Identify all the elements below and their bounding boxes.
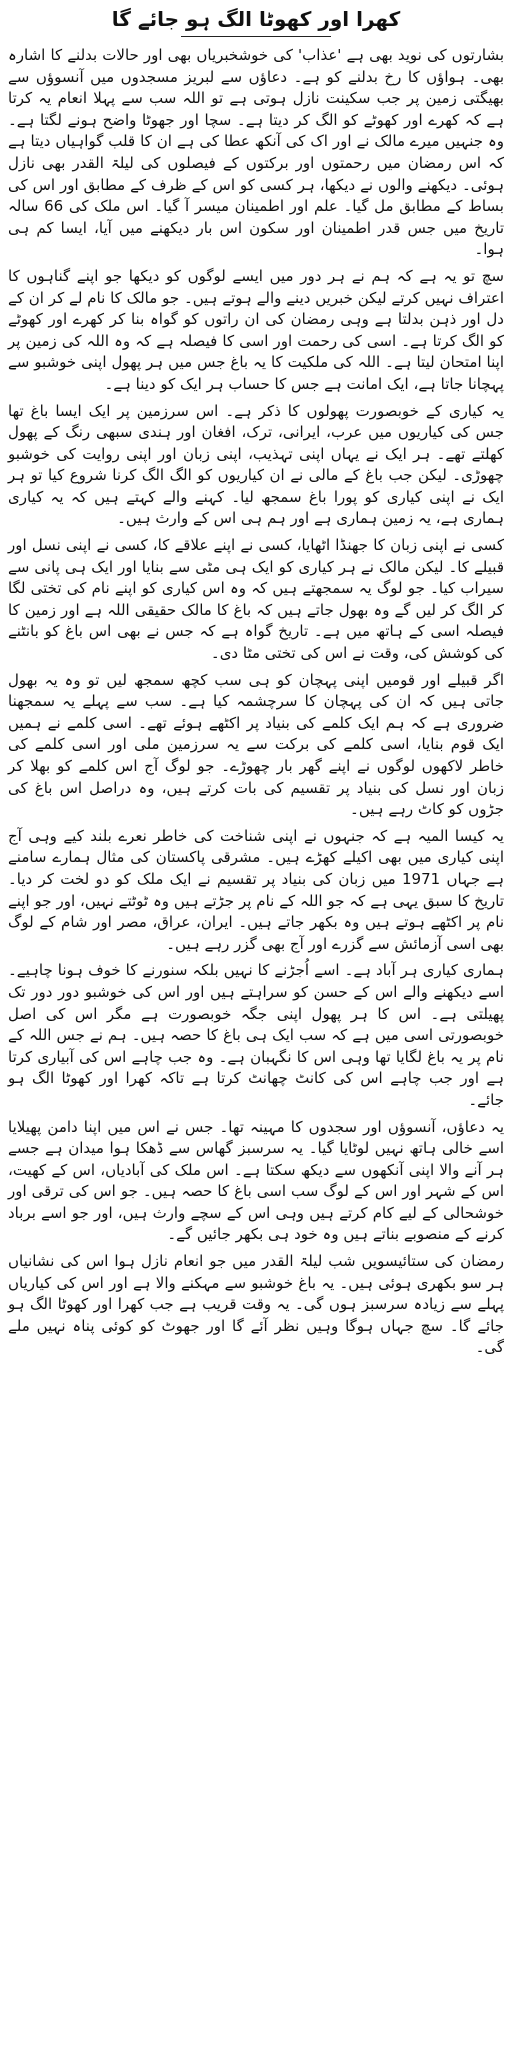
article-body xyxy=(8,45,504,1359)
paragraph: بشارتوں کی نوید بھی ہے 'عذاب' کی خوشخبریاں بھی اور حالات بدلنے کا اشارہ بھی۔ ہواؤں کا رخ بدلنے کو ہے۔ دعاؤں سے لبریز مسجدوں میں آنسوؤں سے بھیگتی زمین پر جب سکینت نازل ہوتی ہے تو اللہ سب سے پہلا انعام یہ کرتا ہے کہ کھرے اور کھوٹے کو الگ کر دیتا ہے۔ سچا اور جھوٹا واضح ہونے لگتا ہے۔ وہ جنہیں میرے مالک نے اور اک کی آنکھ عطا کی ہے ان کا قلب گواہیاں دیتا ہے کہ اس رمضان میں رحمتوں اور برکتوں کے فیصلوں کی لیلۃ القدر بھی نازل ہوئی۔ دیکھنے والوں نے دیکھا، ہر کسی کو اس کے ظرف کے مطابق اور اس کی بساط کے مطابق مل گیا۔ علم اور اطمینان میسر آ گیا۔ اس ملک کی 66 سالہ تاریخ میں جس قدر اطمینان اور سکون اس بار دیکھنے میں آیا، ایسا کم ہی ہوا۔ xyxy=(8,46,504,259)
paragraph: یہ کیاری کے خوبصورت پھولوں کا ذکر ہے۔ اس سرزمین پر ایک ایسا باغ تھا جس کی کیاریوں میں عرب، ایرانی، ترک، افغان اور ہندی سبھی رنگ کے پھول کھلتے تھے۔ ہر ایک نے یہاں اپنی تہذیب، اپنی زبان اور اپنی روایت کی خوشبو چھوڑی۔ لیکن جب باغ کے مالی نے ان کیاریوں کو الگ الگ کرنا شروع کیا تو ہر ایک نے اپنی کیاری کو پورا باغ سمجھ لیا۔ کہنے والے کہتے ہیں کہ یہ کیاری ہماری ہے، یہ زمین ہماری ہے اور ہم ہی اس کے وارث ہیں۔ xyxy=(8,401,504,528)
title-underline xyxy=(181,36,331,37)
paragraph: کسی نے اپنی زبان کا جھنڈا اٹھایا، کسی نے اپنے علاقے کا، کسی نے اپنی نسل اور قبیلے کا۔ لیکن مالک نے ہر کیاری کو ایک ہی مٹی سے بنایا اور ایک ہی پانی سے سیراب کیا۔ جو لوگ یہ سمجھتے ہیں کہ وہ اس کیاری کو اپنے نام کی تختی لگا کر الگ کر لیں گے وہ بھول جاتے ہیں کہ باغ کا مالک حقیقی اللہ ہے اور زمین کا فیصلہ اسی کے ہاتھ میں ہے۔ تاریخ گواہ ہے کہ جس نے بھی اس باغ کو بانٹنے کی کوشش کی، وقت نے اس کی تختی مٹا دی۔ xyxy=(8,536,504,663)
paragraph: رمضان کی ستائیسویں شب لیلۃ القدر میں جو انعام نازل ہوا اس کی نشانیاں ہر سو بکھری ہوئی ہیں۔ یہ باغ خوشبو سے مہکنے والا ہے اور اس کی کیاریاں پہلے سے زیادہ سرسبز ہوں گی۔ یہ وقت قریب ہے جب کھرا اور کھوٹا الگ ہو جائے گا۔ سچ جہاں ہوگا وہیں نظر آئے گا اور جھوٹ کو کوئی پناہ نہیں ملے گی۔ xyxy=(8,1252,504,1357)
paragraph: اگر قبیلے اور قومیں اپنی پہچان کو ہی سب کچھ سمجھ لیں تو وہ یہ بھول جاتی ہیں کہ ان کی پہچان کا سرچشمہ کیا ہے۔ سب سے پہلے یہ سمجھنا ضروری ہے کہ ہم ایک کلمے کی بنیاد پر اکٹھے ہوئے تھے۔ اسی کلمے نے ہمیں ایک قوم بنایا، اسی کلمے کی برکت سے یہ سرزمین ملی اور اسی کلمے کی خاطر لاکھوں لوگوں نے اپنے گھر بار چھوڑے۔ جو لوگ آج اس کلمے کو بھلا کر زبان اور نسل کی بنیاد پر تقسیم کی بات کرتے ہیں، وہ دراصل اس باغ کی جڑوں کو کاٹ رہے ہیں۔ xyxy=(8,670,504,819)
paragraph: یہ کیسا المیہ ہے کہ جنہوں نے اپنی شناخت کی خاطر نعرے بلند کیے وہی آج اپنی کیاری میں بھی اکیلے کھڑے ہیں۔ مشرقی پاکستان کی مثال ہمارے سامنے ہے جہاں 1971 میں زبان کی بنیاد پر تقسیم نے ایک ملک کو دو لخت کر دیا۔ تاریخ کا سبق یہی ہے کہ جو اللہ کے نام پر جڑتے ہیں وہ ٹوٹتے نہیں، اور جو اپنے نام پر اکٹھے ہوتے ہیں وہ بکھر جاتے ہیں۔ ایران، عراق، مصر اور شام کے لوگ بھی اسی آزمائش سے گزرے اور آج بھی گزر رہے ہیں۔ xyxy=(8,826,504,953)
paragraph: یہ دعاؤں، آنسوؤں اور سجدوں کا مہینہ تھا۔ جس نے اس میں اپنا دامن پھیلایا اسے خالی ہاتھ نہیں لوٹایا گیا۔ یہ سرسبز گھاس سے ڈھکا ہوا میدان ہے جسے ہر آنے والا اپنی آنکھوں سے دیکھ سکتا ہے۔ اس ملک کی آبادیاں، اس کے کھیت، اس کے شہر اور اس کے لوگ سب اسی باغ کا حصہ ہیں۔ جو اس کی ترقی اور خوشحالی کے لیے کام کرتے ہیں وہی اس کے سچے وارث ہیں، اور جو اسے برباد کرنے کے منصوبے بناتے ہیں وہ خود ہی بکھر جائیں گے۔ xyxy=(8,1117,504,1244)
paragraph: سچ تو یہ ہے کہ ہم نے ہر دور میں ایسے لوگوں کو دیکھا جو اپنے گناہوں کا اعتراف نہیں کرتے لیکن خبریں دینے والے ہوتے ہیں۔ جو مالک کا نام لے کر ان کے دل اور ذہن بدلتا ہے وہی رمضان کی ان راتوں کو گواہ بنا کر کھرے اور کھوٹے کو الگ کرتا ہے۔ اسی کی رحمت اور اسی کا فیصلہ ہے کہ وہ اللہ کی زمین پر اپنا امتحان لیتا ہے۔ اللہ کی ملکیت کا یہ باغ جس میں ہر پھول اپنی خوشبو سے پہچانا جاتا ہے، ایک امانت ہے جس کا حساب ہر ایک کو دینا ہے۔ xyxy=(8,266,504,393)
article-title: کھرا اور کھوٹا الگ ہو جائے گا xyxy=(111,7,401,31)
paragraph: ہماری کیاری ہر آباد ہے۔ اسے اُجڑنے کا نہیں بلکہ سنورنے کا خوف ہونا چاہیے۔ اسے دیکھنے والے اس کے حسن کو سراہتے ہیں اور اس کی خوشبو دور دور تک پھیلتی ہے۔ اس کا ہر پھول اپنی جگہ خوبصورت ہے مگر اس کی اصل خوبصورتی اسی میں ہے کہ سب ایک ہی باغ کا حصہ ہیں۔ ہم نے جس اللہ کے نام پر یہ باغ لگایا تھا وہی اس کا نگہبان ہے۔ وہ جب چاہے اس کی آبیاری کرتا ہے اور جب چاہے اس کی کانٹ چھانٹ کرتا ہے تاکہ کھرا اور کھوٹا الگ ہو جائے۔ xyxy=(8,961,504,1109)
